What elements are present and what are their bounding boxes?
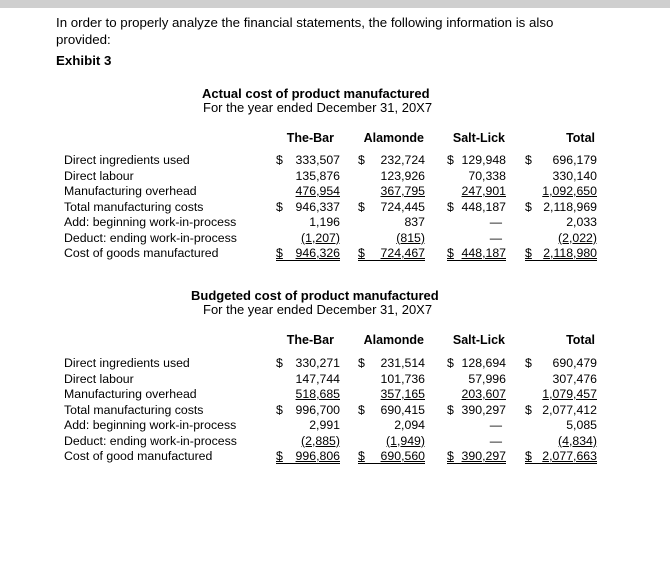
cell-value: 330,140 <box>552 168 597 183</box>
budgeted-cell <box>358 403 425 417</box>
cell-value: 147,744 <box>295 371 340 386</box>
cell-value: 247,901 <box>461 184 506 198</box>
budgeted-cell <box>358 434 425 448</box>
cell-value: 696,179 <box>552 153 597 167</box>
currency-symbol: $ <box>447 199 454 214</box>
currency-symbol: $ <box>276 199 283 214</box>
budgeted-cell <box>525 449 597 464</box>
budgeted-row-label: Cost of good manufactured <box>64 449 213 463</box>
cell-value: 1,196 <box>309 215 340 229</box>
budgeted-cell-dash: — <box>489 418 502 432</box>
actual-cell <box>447 200 506 214</box>
budgeted-cell <box>276 449 340 464</box>
currency-symbol: $ <box>525 449 532 463</box>
cell-value: 2,118,969 <box>543 199 597 214</box>
cell-value: 357,165 <box>380 387 425 401</box>
currency-symbol: $ <box>276 356 283 370</box>
budgeted-cell <box>447 372 506 386</box>
cell-value: 129,948 <box>461 153 506 167</box>
actual-cell <box>525 184 597 198</box>
budgeted-cell <box>276 403 340 417</box>
actual-cell-dash: — <box>489 215 502 229</box>
cell-value: 2,033 <box>566 215 597 229</box>
actual-row-label: Cost of goods manufactured <box>64 246 219 260</box>
cell-value: 448,187 <box>461 199 506 214</box>
budgeted-cell <box>525 356 597 370</box>
budgeted-subtitle: For the year ended December 31, 20X7 <box>203 302 433 317</box>
cell-value: 2,991 <box>309 418 340 432</box>
actual-cell <box>276 153 340 167</box>
cell-value: 518,685 <box>295 387 340 401</box>
budgeted-cell <box>525 403 597 417</box>
budgeted-header-salt-lick: Salt-Lick <box>452 333 505 347</box>
budgeted-row-label: Total manufacturing costs <box>64 402 204 417</box>
currency-symbol: $ <box>276 153 283 167</box>
actual-cell <box>525 169 597 183</box>
cell-value: 690,415 <box>380 402 425 417</box>
cell-value: (1,949) <box>386 433 425 448</box>
currency-symbol: $ <box>276 449 283 463</box>
budgeted-header-the-bar: The-Bar <box>286 333 334 347</box>
budgeted-row-label: Direct ingredients used <box>64 356 190 370</box>
actual-cell <box>358 246 425 261</box>
cell-value: 1,079,457 <box>542 387 597 401</box>
cell-value: 330,271 <box>295 356 340 370</box>
cell-value: (1,207) <box>301 230 340 245</box>
budgeted-row-label: Deduct: ending work-in-process <box>64 433 237 448</box>
budgeted-cell-dash: — <box>489 433 502 448</box>
currency-symbol: $ <box>525 199 532 214</box>
budgeted-cell <box>447 356 506 370</box>
cell-value: 128,694 <box>461 356 506 370</box>
budgeted-cell <box>447 449 506 464</box>
budgeted-cell <box>358 372 425 386</box>
cell-value: 996,700 <box>295 402 340 417</box>
cell-value: 390,297 <box>461 449 506 463</box>
budgeted-header-total: Total <box>566 333 595 347</box>
currency-symbol: $ <box>447 153 454 167</box>
cell-value: 690,479 <box>552 356 597 370</box>
cell-value: 2,094 <box>394 418 425 432</box>
cell-value: 2,077,663 <box>542 449 597 463</box>
actual-cell <box>525 200 597 214</box>
cell-value: 2,077,412 <box>542 402 597 417</box>
currency-symbol: $ <box>276 402 283 417</box>
cell-value: 996,806 <box>295 449 340 463</box>
actual-row-label: Add: beginning work-in-process <box>64 215 237 229</box>
currency-symbol: $ <box>276 246 283 260</box>
budgeted-cell <box>525 387 597 401</box>
cell-value: 232,724 <box>380 153 425 167</box>
currency-symbol: $ <box>358 449 365 463</box>
actual-row-label: Manufacturing overhead <box>64 184 197 198</box>
budgeted-cell <box>525 434 597 448</box>
cell-value: (2,885) <box>301 433 340 448</box>
currency-symbol: $ <box>358 246 365 260</box>
actual-cell <box>358 153 425 167</box>
cell-value: 203,607 <box>461 387 506 401</box>
actual-row-label: Direct labour <box>64 168 134 183</box>
budgeted-cell <box>358 356 425 370</box>
actual-cell <box>358 200 425 214</box>
currency-symbol: $ <box>358 402 365 417</box>
actual-row-label: Total manufacturing costs <box>64 199 204 214</box>
currency-symbol: $ <box>447 246 454 260</box>
cell-value: 1,092,650 <box>542 184 597 198</box>
budgeted-cell <box>276 387 340 401</box>
actual-cell <box>447 246 506 261</box>
currency-symbol: $ <box>358 199 365 214</box>
budgeted-cell <box>358 387 425 401</box>
budgeted-row-label: Add: beginning work-in-process <box>64 418 237 432</box>
currency-symbol: $ <box>358 153 365 167</box>
actual-row-label: Deduct: ending work-in-process <box>64 230 237 245</box>
actual-row-label: Direct ingredients used <box>64 153 190 167</box>
cell-value: 476,954 <box>295 184 340 198</box>
actual-cell <box>358 231 425 245</box>
actual-cell <box>525 153 597 167</box>
cell-value: (2,022) <box>558 230 597 245</box>
cell-value: (815) <box>396 230 425 245</box>
currency-symbol: $ <box>447 449 454 463</box>
cell-value: 837 <box>404 215 425 229</box>
currency-symbol: $ <box>525 153 532 167</box>
actual-subtitle: For the year ended December 31, 20X7 <box>203 100 433 115</box>
actual-header-alamonde: Alamonde <box>363 131 424 145</box>
actual-cell <box>276 184 340 198</box>
cell-value: 448,187 <box>461 246 506 260</box>
actual-cell <box>447 169 506 183</box>
currency-symbol: $ <box>525 402 532 417</box>
budgeted-cell <box>525 372 597 386</box>
cell-value: 390,297 <box>461 402 506 417</box>
budgeted-cell <box>447 387 506 401</box>
budgeted-cell <box>276 356 340 370</box>
budgeted-cell <box>358 449 425 464</box>
cell-value: (4,834) <box>558 433 597 448</box>
actual-cell <box>525 231 597 245</box>
actual-cell <box>276 215 340 229</box>
cell-value: 5,085 <box>566 418 597 432</box>
cell-value: 123,926 <box>380 168 425 183</box>
cell-value: 231,514 <box>380 356 425 370</box>
actual-cell <box>276 246 340 261</box>
actual-cell <box>276 200 340 214</box>
budgeted-cell <box>276 434 340 448</box>
budgeted-row-label: Manufacturing overhead <box>64 387 197 401</box>
cell-value: 70,338 <box>468 168 506 183</box>
cell-value: 135,876 <box>295 168 340 183</box>
cell-value: 367,795 <box>380 184 425 198</box>
currency-symbol: $ <box>447 402 454 417</box>
actual-header-total: Total <box>566 131 595 145</box>
currency-symbol: $ <box>525 356 532 370</box>
budgeted-title: Budgeted cost of product manufactured <box>191 288 439 303</box>
actual-header-the-bar: The-Bar <box>286 131 334 145</box>
actual-cell <box>276 169 340 183</box>
actual-cell <box>358 169 425 183</box>
intro-text: In order to properly analyze the financial statements, the following information is also provided: <box>56 15 554 47</box>
cell-value: 724,467 <box>380 246 425 260</box>
actual-title: Actual cost of product manufactured <box>202 86 430 101</box>
cell-value: 101,736 <box>380 371 425 386</box>
budgeted-cell <box>447 403 506 417</box>
cell-value: 690,560 <box>380 449 425 463</box>
budgeted-cell <box>358 418 425 432</box>
cell-value: 307,476 <box>552 371 597 386</box>
budgeted-cell <box>276 372 340 386</box>
currency-symbol: $ <box>358 356 365 370</box>
actual-header-salt-lick: Salt-Lick <box>452 131 505 145</box>
actual-cell <box>358 184 425 198</box>
actual-cell-dash: — <box>489 230 502 245</box>
budgeted-cell <box>276 418 340 432</box>
actual-cell <box>447 153 506 167</box>
budgeted-row-label: Direct labour <box>64 371 134 386</box>
actual-cell <box>447 184 506 198</box>
cell-value: 57,996 <box>468 371 506 386</box>
actual-cell <box>525 246 597 261</box>
cell-value: 724,445 <box>380 199 425 214</box>
cell-value: 2,118,980 <box>543 246 597 260</box>
actual-cell <box>276 231 340 245</box>
top-border <box>0 0 670 8</box>
exhibit-label: Exhibit 3 <box>56 53 112 68</box>
cell-value: 333,507 <box>295 153 340 167</box>
actual-cell <box>525 215 597 229</box>
currency-symbol: $ <box>525 246 532 260</box>
budgeted-cell <box>525 418 597 432</box>
actual-cell <box>358 215 425 229</box>
cell-value: 946,337 <box>295 199 340 214</box>
budgeted-header-alamonde: Alamonde <box>363 333 424 347</box>
cell-value: 946,326 <box>295 246 340 260</box>
currency-symbol: $ <box>447 356 454 370</box>
